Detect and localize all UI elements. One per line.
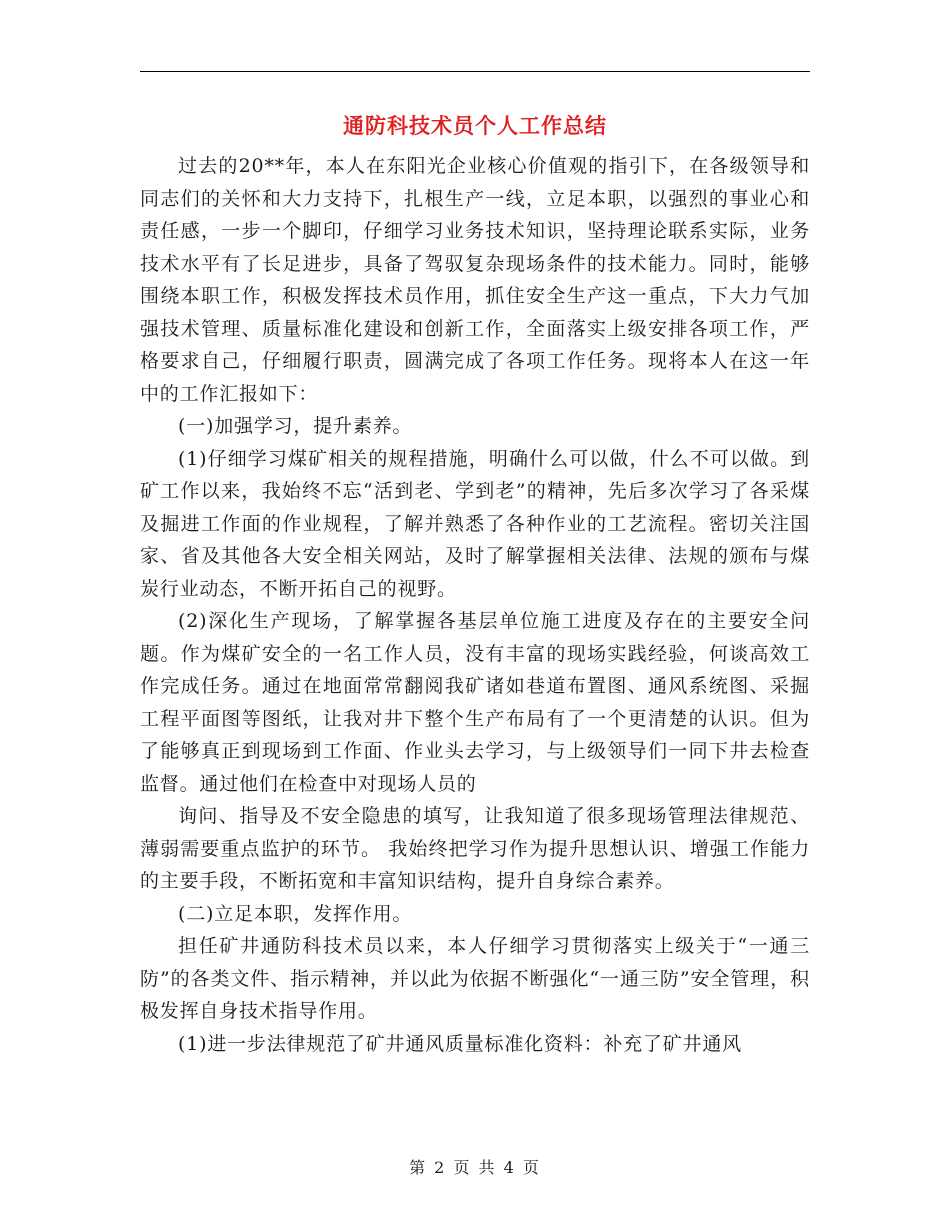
section-heading-2: (二)立足本职，发挥作用。	[178, 902, 413, 925]
continuation-paragraph: 询问、指导及不安全隐患的填写，让我知道了很多现场管理法律规范、薄弱需要重点监护的环节。 我始终把学习作为提升思想认识、增强工作能力的主要手段，不断拓宽和丰富知识结构，提升自身综合素养。	[140, 805, 810, 892]
item-paragraph-3: (1)进一步法律规范了矿井通风质量标准化资料：补充了矿井通风	[178, 1032, 742, 1055]
section-2-intro-paragraph: 担任矿井通防科技术员以来，本人仔细学习贯彻落实上级关于“一通三防”的各类文件、指示精神，并以此为依据不断强化“一通三防”安全管理，积极发挥自身技术指导作用。	[140, 935, 810, 1022]
page-footer: 第 2 页 共 4 页	[409, 1158, 541, 1177]
header-rule	[140, 71, 810, 72]
item-paragraph-1: (1)仔细学习煤矿相关的规程措施，明确什么可以做，什么不可以做。到矿工作以来，我始终不忘“活到老、学到老”的精神，先后多次学习了各采煤及掘进工作面的作业规程，了解并熟悉了各种作业的工艺流程。密切关注国家、省及其他各大安全相关网站，及时了解掌握相关法律、法规的颁布与煤炭行业动态，不断开拓自己的视野。	[140, 447, 810, 600]
document-body	[140, 150, 810, 1060]
document-title: 通防科技术员个人工作总结	[343, 113, 607, 138]
item-paragraph-2: (2)深化生产现场，了解掌握各基层单位施工进度及存在的主要安全问题。作为煤矿安全的一名工作人员，没有丰富的现场实践经验，何谈高效工作完成任务。通过在地面常常翻阅我矿诸如巷道布置图、通风系统图、采掘工程平面图等图纸，让我对井下整个生产布局有了一个更清楚的认识。但为了能够真正到现场到工作面、作业头去学习，与上级领导们一同下井去检查监督。通过他们在检查中对现场人员的	[140, 610, 810, 795]
section-heading-1: (一)加强学习，提升素养。	[178, 415, 413, 437]
intro-paragraph: 过去的20**年，本人在东阳光企业核心价值观的指引下，在各级领导和同志们的关怀和大力支持下，扎根生产一线，立足本职，以强烈的事业心和责任感，一步一个脚印，仔细学习业务技术知识，坚持理论联系实际，业务技术水平有了长足进步，具备了驾驭复杂现场条件的技术能力。同时，能够围绕本职工作，积极发挥技术员作用，抓住安全生产这一重点，下大力气加强技术管理、质量标准化建设和创新工作，全面落实上级安排各项工作，严格要求自己，仔细履行职责，圆满完成了各项工作任务。现将本人在这一年中的工作汇报如下：	[140, 155, 810, 405]
